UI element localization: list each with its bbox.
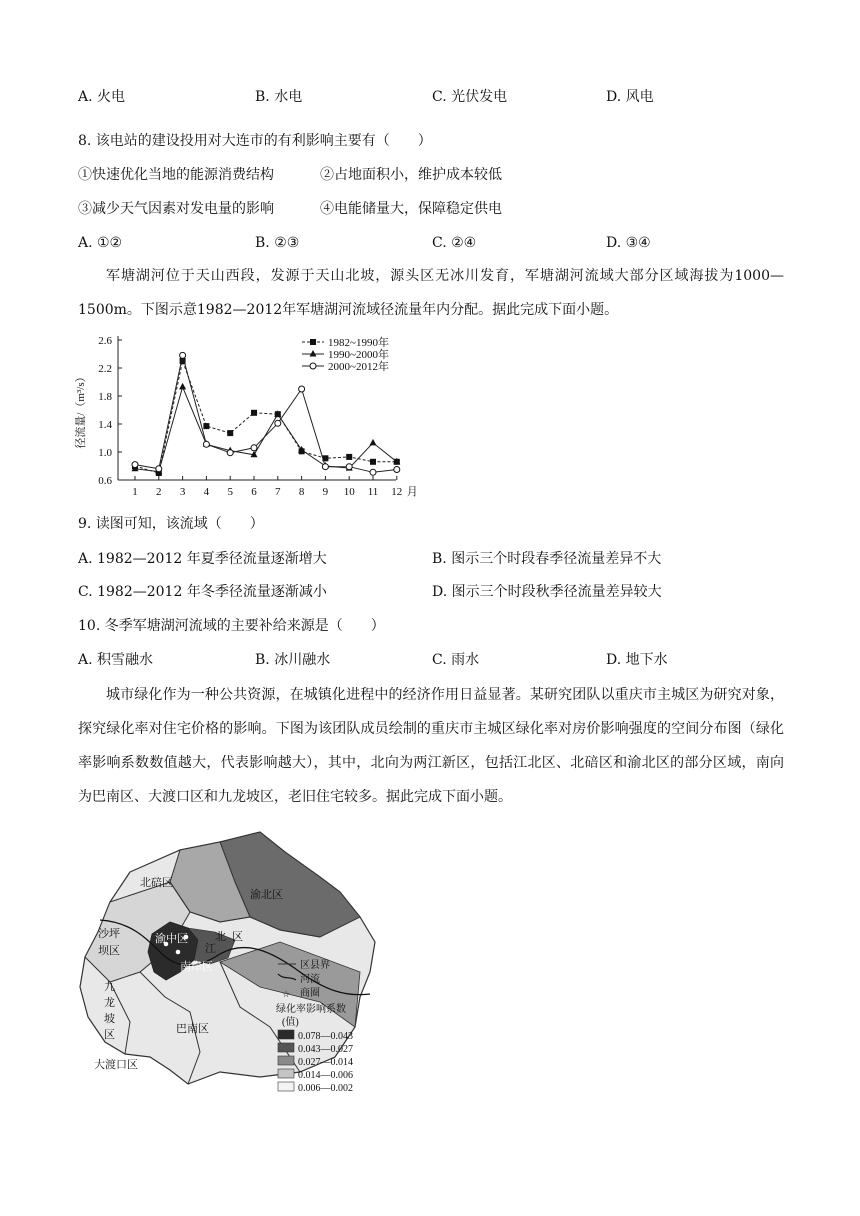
legend-swatch	[278, 1056, 294, 1065]
legend-label-2: 1990~2000年	[328, 349, 389, 361]
q8-item-1: ①快速优化当地的能源消费结构	[78, 167, 274, 183]
q8-option-c: C. ②④	[432, 235, 477, 251]
map-label-shaping-2: 坝区	[98, 945, 120, 957]
legend-marker-1	[310, 339, 316, 345]
series-1-point	[251, 410, 257, 416]
map-label-jiulong-1: 九	[104, 981, 115, 993]
series-1-point	[203, 423, 209, 429]
map-label-jiang: 江	[205, 943, 216, 955]
runoff-chart	[70, 328, 418, 504]
series-3-point	[370, 469, 376, 475]
y-tick-label: 1.8	[98, 391, 112, 403]
q10-option-a: A. 积雪融水	[78, 652, 154, 668]
series-3-point	[180, 352, 186, 358]
series-3-point	[203, 441, 209, 447]
x-tick-label: 10	[343, 486, 355, 498]
x-tick-label: 11	[367, 486, 379, 498]
map-label-yuzhong: 渝中区	[155, 933, 188, 945]
x-tick-label: 9	[322, 486, 329, 498]
q8-item-2: ②占地面积小，维护成本较低	[320, 167, 502, 183]
series-2-point	[179, 383, 186, 390]
q10-stem: 10. 冬季军塘湖河流域的主要补给来源是（ ）	[78, 618, 385, 634]
legend-boundary: 区县界	[300, 960, 330, 971]
x-tick-label: 8	[298, 486, 305, 498]
passage-greening: 城市绿化作为一种公共资源，在城镇化进程中的经济作用日益显著。某研究团队以重庆市主城区为研究对象，探究绿化率对住宅价格的影响。下图为该团队成员绘制的重庆市主城区绿化率对房价影响强度的空间分布图（绿化率影响系数数值越大，代表影响越大），其中，北向为两江新区，包括江北区、北碚区和渝北区的部分区域，南向为巴南区、大渡口区和九龙坡区，老旧住宅较多。据此完成下面小题。	[78, 687, 784, 805]
map-label-jiulong-2: 龙	[104, 997, 115, 1009]
q8-option-d: D. ③④	[606, 235, 651, 251]
map-label-dadukou: 大渡口区	[94, 1059, 138, 1071]
y-tick-label: 1.4	[98, 419, 112, 431]
q9-option-a: A. 1982—2012 年夏季径流量逐渐增大	[78, 551, 327, 567]
map-label-banan: 巴南区	[176, 1023, 209, 1035]
y-tick-label: 2.6	[98, 335, 112, 347]
q7-option-d: D. 风电	[606, 89, 654, 105]
q8-option-a: A. ①②	[78, 235, 123, 251]
x-tick-label: 1	[132, 486, 138, 498]
q10-option-b: B. 冰川融水	[255, 652, 331, 668]
y-tick-label: 1.0	[98, 447, 112, 459]
legend-swatch	[278, 1030, 294, 1039]
x-unit-label: 月	[406, 486, 418, 498]
q8-option-b: B. ②③	[255, 235, 300, 251]
x-tick-label: 4	[203, 486, 210, 498]
legend-swatch	[278, 1082, 294, 1091]
series-1-point	[346, 454, 352, 460]
x-tick-label: 12	[391, 486, 403, 498]
x-tick-label: 3	[179, 486, 186, 498]
map-label-shaping-1: 沙坪	[98, 928, 120, 940]
map-label-bei: 北	[215, 931, 226, 943]
y-tick-label: 0.6	[98, 475, 112, 487]
x-tick-label: 2	[156, 486, 162, 498]
series-3-point	[227, 450, 233, 456]
x-tick-label: 7	[275, 486, 281, 498]
x-tick-label: 5	[227, 486, 233, 498]
legend-label-3: 2000~2012年	[328, 361, 389, 373]
map-label-beibei: 北碚区	[140, 877, 173, 889]
y-axis-label: 径流量/（m³/s）	[75, 371, 87, 449]
map-label-jiulong-4: 区	[104, 1029, 115, 1041]
map-label-nanan: 南岸区	[180, 961, 213, 973]
map-label-qu: 区	[232, 931, 243, 943]
q8-stem: 8. 该电站的建设投用对大连市的有利影响主要有（ ）	[78, 133, 432, 149]
legend-label-1: 1982~1990年	[328, 337, 389, 349]
legend-title-1: 绿化率影响系数	[276, 1004, 346, 1015]
legend-marker-3	[310, 363, 316, 369]
q9-stem: 9. 读图可知，该流域（ ）	[78, 516, 264, 532]
legend-range: 0.006—0.002	[298, 1083, 353, 1094]
q7-option-c: C. 光伏发电	[432, 89, 508, 105]
legend-range: 0.043—0.027	[298, 1044, 353, 1055]
legend-range: 0.078—0.043	[298, 1031, 353, 1042]
legend-business: 商圈	[300, 988, 320, 999]
series-3-point	[322, 464, 328, 470]
legend-swatch	[278, 1043, 294, 1052]
x-tick-label: 6	[251, 486, 257, 498]
q10-option-d: D. 地下水	[606, 652, 668, 668]
y-tick-label: 2.2	[98, 363, 112, 375]
series-2-point	[370, 439, 377, 446]
series-line-2	[135, 387, 397, 472]
series-3-point	[299, 386, 305, 392]
series-3-point	[156, 466, 162, 472]
series-3-point	[132, 462, 138, 468]
q9-option-b: B. 图示三个时段春季径流量差异不大	[432, 551, 662, 567]
series-3-point	[346, 464, 352, 470]
legend-range: 0.027—0.014	[298, 1057, 353, 1068]
legend-river: 河流	[300, 974, 320, 985]
legend-star-icon: ☆	[282, 989, 291, 999]
q7-option-a: A. 火电	[78, 89, 126, 105]
q8-item-3: ③减少天气因素对发电量的影响	[78, 201, 274, 217]
q10-option-c: C. 雨水	[432, 652, 480, 668]
passage-river: 军塘湖河位于天山西段，发源于天山北坡，源头区无冰川发育，军塘湖河流域大部分区域海拔为1000—1500m。下图示意1982—2012年军塘湖河流域径流量年内分配。据此完成下面小题。	[78, 268, 784, 318]
legend-range: 0.014—0.006	[298, 1070, 353, 1081]
q7-option-b: B. 水电	[255, 89, 303, 105]
series-1-point	[227, 430, 233, 436]
map-label-yubei: 渝北区	[250, 889, 283, 901]
legend-title-2: (值)	[282, 1017, 299, 1028]
q9-option-c: C. 1982—2012 年冬季径流量逐渐减小	[78, 584, 327, 600]
series-3-point	[275, 420, 281, 426]
legend-swatch	[278, 1069, 294, 1078]
chongqing-greening-map	[70, 822, 390, 1102]
map-label-jiulong-3: 坡	[104, 1013, 115, 1025]
series-3-point	[394, 467, 400, 473]
q8-item-4: ④电能储量大，保障稳定供电	[320, 201, 502, 217]
series-1-point	[370, 459, 376, 465]
legend-marker-2	[310, 350, 317, 357]
q9-option-d: D. 图示三个时段秋季径流量差异较大	[432, 584, 662, 600]
series-3-point	[251, 445, 257, 451]
